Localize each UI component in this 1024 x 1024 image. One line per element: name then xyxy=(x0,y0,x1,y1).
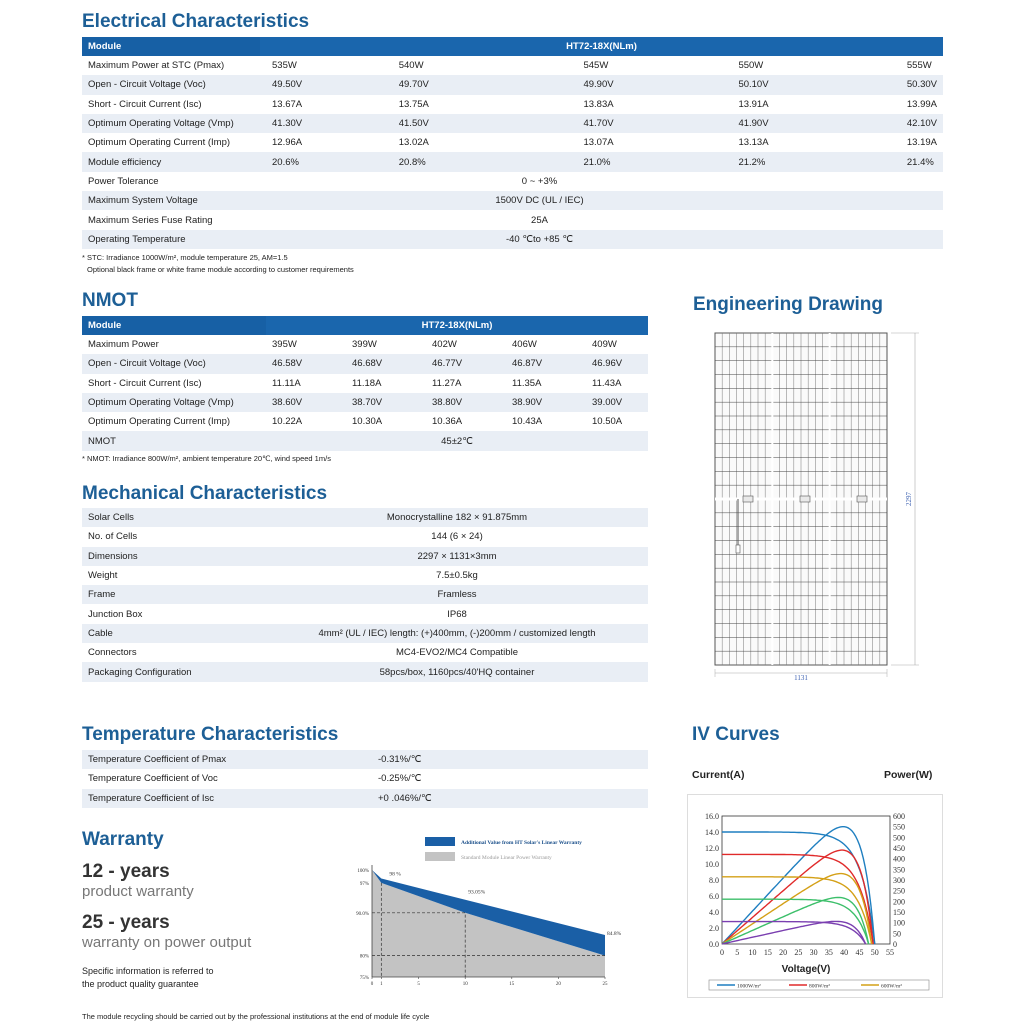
row-value: 13.19A xyxy=(906,137,937,149)
row-value: 38.60V xyxy=(266,393,346,412)
table-row xyxy=(82,750,648,769)
row-value: 555W xyxy=(906,60,932,72)
table-row xyxy=(82,508,648,527)
table-row xyxy=(82,662,648,681)
row-value: 7.5±0.5kg xyxy=(436,570,478,582)
y-tick-label: 14.0 xyxy=(705,828,719,837)
y-tick-label: 2.0 xyxy=(709,924,719,933)
row-value: 49.90V xyxy=(513,75,653,94)
row-label: Maximum Series Fuse Rating xyxy=(88,214,213,226)
row-label: Packaging Configuration xyxy=(82,662,266,681)
row-value: 10.30A xyxy=(352,416,383,428)
row-value: 2297 × 1131×3mm xyxy=(266,547,648,566)
row-value: 402W xyxy=(432,339,457,351)
table-row xyxy=(82,191,943,210)
table-row xyxy=(82,643,648,662)
row-value: 10.50A xyxy=(592,416,623,428)
row-value: -0.31%/℃ xyxy=(372,750,648,769)
row-value: 45±2℃ xyxy=(266,431,648,450)
table-header-row xyxy=(82,37,943,56)
table-row xyxy=(82,114,943,133)
row-value: 144 (6 × 24) xyxy=(431,531,483,543)
row-value: 38.80V xyxy=(426,393,506,412)
stc-note-line-2: Optional black frame or white frame module according to customer requirements xyxy=(87,265,354,274)
engineering-drawing xyxy=(700,325,930,685)
iv-right-axis-label: Power(W) xyxy=(884,769,933,781)
row-value: 50.30V xyxy=(797,75,943,94)
legend-swatch-additional xyxy=(425,837,455,846)
data-annotation: 93.05% xyxy=(468,889,486,896)
row-label: Maximum Power at STC (Pmax) xyxy=(88,60,225,72)
warranty-info xyxy=(82,965,214,991)
row-value: 10.43A xyxy=(512,416,543,428)
y2-tick-label: 450 xyxy=(893,844,905,853)
power-warranty-text: warranty on power output xyxy=(82,934,252,951)
row-value: 13.75A xyxy=(398,98,429,110)
legend-label: 1000W/m² xyxy=(737,983,761,990)
row-label: Optimum Operating Voltage (Vmp) xyxy=(82,114,260,133)
table-row xyxy=(82,230,943,249)
y-tick-label: 90.0% xyxy=(356,911,369,917)
table-row xyxy=(82,172,943,191)
row-label: Temperature Coefficient of Pmax xyxy=(82,750,372,769)
row-label: Open - Circuit Voltage (Voc) xyxy=(82,354,266,373)
x-tick-label: 55 xyxy=(886,948,894,957)
data-annotation: 98 % xyxy=(389,871,401,878)
nmot-note: * NMOT: Irradiance 800W/m², ambient temperature 20℃, wind speed 1m/s xyxy=(82,454,331,463)
junction-box xyxy=(800,496,810,502)
row-value: 11.11A xyxy=(272,377,301,389)
y2-tick-label: 500 xyxy=(893,833,905,843)
temperature-title: Temperature Characteristics xyxy=(82,724,339,745)
table-row xyxy=(82,95,943,114)
y2-tick-label: 300 xyxy=(893,876,905,885)
table-row xyxy=(82,393,648,412)
row-value: 10.22A xyxy=(272,416,303,428)
x-tick-label: 20 xyxy=(779,948,788,957)
row-value: 0 ~ +3% xyxy=(521,175,558,187)
y-tick-label: 4.0 xyxy=(709,908,719,917)
table-row xyxy=(82,152,943,171)
row-value: +0 .046%/℃ xyxy=(372,789,648,808)
y2-tick-label: 400 xyxy=(893,854,905,864)
table-row xyxy=(82,624,648,643)
row-label: Temperature Coefficient of Isc xyxy=(82,789,372,808)
row-value: 49.70V xyxy=(387,75,514,94)
table-row xyxy=(82,75,943,94)
row-value: 535W xyxy=(272,60,297,72)
electrical-title: Electrical Characteristics xyxy=(82,11,310,32)
row-label: Open - Circuit Voltage (Voc) xyxy=(82,75,260,94)
data-annotation: 84.8% xyxy=(607,931,622,938)
row-value: 41.30V xyxy=(260,114,387,133)
x-axis-label: Voltage(V) xyxy=(781,964,831,975)
row-value: 12.96A xyxy=(272,137,303,149)
y2-tick-label: 200 xyxy=(893,897,905,907)
table-row xyxy=(82,769,648,788)
row-value: 25A xyxy=(531,214,548,226)
engineering-title: Engineering Drawing xyxy=(693,294,884,315)
row-label: Module efficiency xyxy=(82,152,260,171)
junction-box xyxy=(743,496,753,502)
row-label: Weight xyxy=(88,570,118,582)
temperature-table xyxy=(82,750,648,808)
table-row xyxy=(82,354,648,373)
height-dimension-label: 2297 xyxy=(905,492,913,506)
row-label: No. of Cells xyxy=(88,531,138,543)
iv-chart xyxy=(687,794,943,998)
table-header-row xyxy=(82,316,648,335)
row-label: Optimum Operating Current (Imp) xyxy=(88,137,231,149)
row-value: 42.10V xyxy=(797,114,943,133)
row-label: Dimensions xyxy=(82,547,266,566)
x-tick-label: 30 xyxy=(809,948,818,957)
y2-tick-label: 100 xyxy=(893,918,905,928)
x-tick-label: 35 xyxy=(824,948,833,957)
row-label: Short - Circuit Current (Isc) xyxy=(88,377,202,389)
row-value: IP68 xyxy=(447,608,467,620)
row-value: -40 ℃to +85 ℃ xyxy=(260,230,943,249)
row-value: MC4-EVO2/MC4 Compatible xyxy=(396,647,518,659)
y-tick-label: 6.0 xyxy=(709,892,719,901)
model-header: HT72-18X(NLm) xyxy=(266,316,648,335)
row-value: 409W xyxy=(592,339,617,351)
x-tick-label: 40 xyxy=(840,948,849,957)
row-label: Cable xyxy=(82,624,266,643)
row-label: Frame xyxy=(82,585,266,604)
y-tick-label: 0.0 xyxy=(709,940,719,949)
y-tick-label: 10.0 xyxy=(705,860,719,869)
warranty-info-line-1: Specific information is referred to xyxy=(82,966,214,976)
product-warranty-text: product warranty xyxy=(82,883,194,900)
row-label: Maximum System Voltage xyxy=(82,191,260,210)
y2-tick-label: 350 xyxy=(893,865,905,875)
y-tick-label: 12.0 xyxy=(705,844,719,853)
row-value: 38.70V xyxy=(346,393,426,412)
y-tick-label: 8.0 xyxy=(709,876,719,885)
row-label: Operating Temperature xyxy=(82,230,260,249)
row-value: 11.18A xyxy=(352,377,382,389)
row-label: Junction Box xyxy=(88,608,143,620)
row-value: 13.02A xyxy=(398,137,429,149)
row-value: 11.27A xyxy=(432,377,462,389)
stc-note xyxy=(82,252,354,276)
legend-swatch-standard xyxy=(425,852,455,861)
row-value: 550W xyxy=(738,60,764,72)
y2-tick-label: 150 xyxy=(893,908,905,917)
table-row xyxy=(82,604,648,623)
row-value: 11.43A xyxy=(592,377,622,389)
row-value: 540W xyxy=(398,60,424,72)
x-tick-label: 0 xyxy=(720,948,724,957)
row-value: 13.13A xyxy=(738,137,769,149)
row-value: 50.10V xyxy=(653,75,796,94)
x-tick-label: 10 xyxy=(462,982,468,987)
table-row xyxy=(82,527,648,546)
row-value: 399W xyxy=(352,339,377,351)
row-value: 41.90V xyxy=(653,114,796,133)
x-tick-label: 50 xyxy=(870,948,879,957)
warranty-title: Warranty xyxy=(82,829,164,850)
row-value: 13.83A xyxy=(583,98,614,110)
row-value: Framless xyxy=(266,585,648,604)
row-value: 20.6% xyxy=(260,152,387,171)
table-row xyxy=(82,412,648,431)
row-value: 395W xyxy=(272,339,297,351)
iv-left-axis-label: Current(A) xyxy=(692,769,745,781)
row-label: NMOT xyxy=(82,431,266,450)
table-row xyxy=(82,56,943,75)
row-value: 13.99A xyxy=(906,98,937,110)
legend-label: 800W/m² xyxy=(809,983,830,990)
x-tick-label: 15 xyxy=(763,948,772,957)
x-tick-label: 5 xyxy=(735,948,740,957)
table-row xyxy=(82,335,648,354)
row-label: Optimum Operating Voltage (Vmp) xyxy=(82,393,266,412)
row-value: 4mm² (UL / IEC) length: (+)400mm, (-)200mm / customized length xyxy=(266,624,648,643)
table-row xyxy=(82,585,648,604)
row-label: Temperature Coefficient of Voc xyxy=(88,773,218,785)
row-value: 13.07A xyxy=(583,137,614,149)
footer-note: The module recycling should be carried out by the professional institutions at the end of module life cycle xyxy=(82,1012,430,1021)
row-label: Power Tolerance xyxy=(88,175,159,187)
row-value: 13.67A xyxy=(272,98,303,110)
row-label: Short - Circuit Current (Isc) xyxy=(88,98,202,110)
electrical-table xyxy=(82,37,943,249)
row-value: 545W xyxy=(583,60,609,72)
iv-title: IV Curves xyxy=(692,724,780,745)
row-value: 39.00V xyxy=(586,393,648,412)
table-row xyxy=(82,566,648,585)
x-tick-label: 5 xyxy=(417,982,420,987)
row-value: 49.50V xyxy=(260,75,387,94)
row-value: 11.35A xyxy=(512,377,542,389)
x-tick-label: 25 xyxy=(602,982,608,987)
module-header: Module xyxy=(82,316,266,335)
legend-label-standard: Standard Module Linear Power Warranty xyxy=(461,855,552,861)
row-label: Connectors xyxy=(88,647,137,659)
mechanical-table xyxy=(82,508,648,682)
row-value: 21.4% xyxy=(797,152,943,171)
stc-note-line-1: * STC: Irradiance 1000W/m², module temperature 25, AM=1.5 xyxy=(82,253,288,262)
x-tick-label: 25 xyxy=(794,948,803,957)
x-tick-label: 45 xyxy=(855,948,864,957)
y2-tick-label: 550 xyxy=(893,822,905,832)
row-value: Monocrystalline 182 × 91.875mm xyxy=(266,508,648,527)
warranty-info-line-2: the product quality guarantee xyxy=(82,979,199,989)
row-value: 1500V DC (UL / IEC) xyxy=(260,191,943,210)
row-value: 41.70V xyxy=(513,114,653,133)
row-label: Maximum Power xyxy=(88,339,159,351)
nmot-table xyxy=(82,316,648,451)
product-warranty-years: 12 - years xyxy=(82,861,170,882)
legend-label: 600W/m² xyxy=(881,983,902,990)
table-row xyxy=(82,431,648,450)
y-tick-label: 100% xyxy=(357,869,369,874)
row-value: 10.36A xyxy=(432,416,463,428)
legend-label-additional: Additional Value from HT Solar's Linear Warranty xyxy=(461,840,582,846)
row-value: 46.87V xyxy=(506,354,586,373)
table-row xyxy=(82,210,943,229)
module-header: Module xyxy=(82,37,260,56)
row-label: Optimum Operating Current (Imp) xyxy=(88,416,231,428)
x-tick-label: 15 xyxy=(509,982,515,987)
table-row xyxy=(82,374,648,393)
nmot-title: NMOT xyxy=(82,290,138,311)
row-value: -0.25%/℃ xyxy=(378,773,422,785)
y2-tick-label: 0 xyxy=(893,940,897,949)
row-label: Solar Cells xyxy=(82,508,266,527)
row-value: 46.77V xyxy=(426,354,506,373)
power-warranty-years: 25 - years xyxy=(82,912,170,933)
x-tick-label: 1 xyxy=(380,982,383,987)
table-row xyxy=(82,133,943,152)
y2-tick-label: 250 xyxy=(893,886,905,896)
row-value: 21.2% xyxy=(653,152,796,171)
width-dimension-label: 1131 xyxy=(794,674,808,682)
x-tick-label: 20 xyxy=(555,982,561,987)
warranty-chart xyxy=(350,830,630,995)
y-tick-label: 80% xyxy=(359,954,369,960)
row-value: 406W xyxy=(512,339,537,351)
row-value: 13.91A xyxy=(738,98,769,110)
row-value: 20.8% xyxy=(387,152,514,171)
y-tick-label: 97% xyxy=(359,881,369,887)
y2-tick-label: 50 xyxy=(893,929,901,939)
table-row xyxy=(82,547,648,566)
y-tick-label: 75% xyxy=(359,976,369,981)
row-value: 41.50V xyxy=(387,114,514,133)
row-value: 46.68V xyxy=(346,354,426,373)
row-value: 58pcs/box, 1160pcs/40'HQ container xyxy=(266,662,648,681)
y2-tick-label: 600 xyxy=(893,812,905,821)
x-tick-label: 0 xyxy=(370,982,374,987)
x-tick-label: 10 xyxy=(748,948,757,957)
table-row xyxy=(82,789,648,808)
connector xyxy=(736,545,740,553)
row-value: 38.90V xyxy=(506,393,586,412)
row-value: 46.96V xyxy=(586,354,648,373)
y-tick-label: 16.0 xyxy=(705,812,719,821)
junction-box xyxy=(857,496,867,502)
row-value: 46.58V xyxy=(266,354,346,373)
row-value: 21.0% xyxy=(513,152,653,171)
model-header: HT72-18X(NLm) xyxy=(260,37,943,56)
mechanical-title: Mechanical Characteristics xyxy=(82,483,328,504)
